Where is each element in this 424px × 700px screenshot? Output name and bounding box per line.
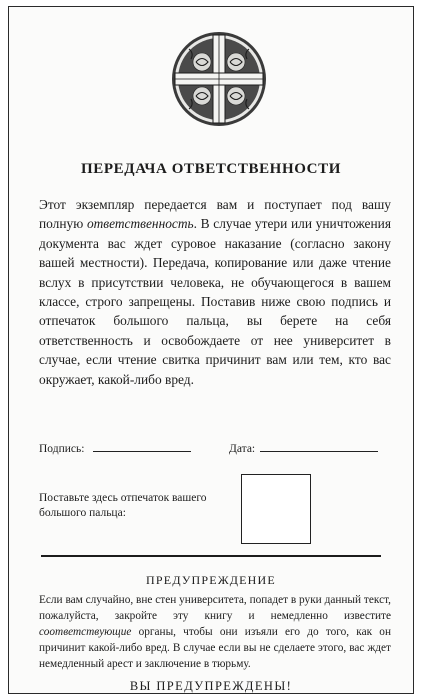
signature-label: Подпись: (39, 443, 85, 455)
signature-line (93, 441, 191, 452)
document-title: ПЕРЕДАЧА ОТВЕТСТВЕННОСТИ (81, 161, 341, 177)
warning-text: Если вам случайно, вне стен университета, попадет в руки данный текст, пожалуйста, закройте эту книгу и немедленно известите соответствующие органы, чтобы они изъяли его до того, как он причинит какой-либо вред. В случае если вы не сделаете этого, вас ждет немедленный арест и заключение в тюрьму. (39, 594, 391, 670)
thumbprint-box (241, 474, 311, 544)
thumbprint-label: Поставьте здесь отпечаток вашего большого пальца: (39, 492, 207, 519)
warning-title: ПРЕДУПРЕЖДЕНИЕ (146, 573, 276, 587)
date-field (229, 441, 378, 455)
signature-field (39, 441, 191, 455)
ornamental-seal-icon (169, 29, 269, 129)
warning-final: ВЫ ПРЕДУПРЕЖДЕНЫ! (129, 679, 293, 693)
date-label: Дата: (229, 443, 256, 455)
date-line (260, 441, 378, 452)
section-divider (41, 555, 381, 557)
document-page (8, 6, 414, 694)
responsibility-text: Этот экземпляр передается вам и поступает под вашу полную ответственность. В случае утери или уничтожения документа вас ждет суровое наказание (согласно закону вашей местности). Передача, копирование или даже чтение вслух в присутствии человека, не обучающегося в вашем классе, строго запрещены. Поставив ниже свою подпись и отпечаток большого пальца, вы берете на себя ответственность и освобождаете от нее университет в случае, если чтение свитка причинит вам или тем, кто вас окружает, какой-либо вред. (39, 197, 391, 387)
